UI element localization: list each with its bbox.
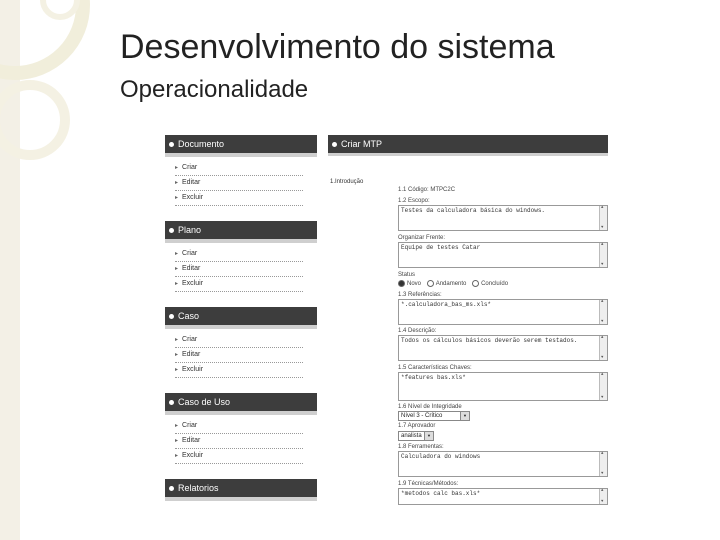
section-divider [165, 497, 317, 501]
menu-item-caso-excluir[interactable] [175, 363, 303, 378]
scrollbar[interactable] [599, 300, 607, 324]
descricao-value: Todos os cálculos básicos deverão serem testados. [401, 337, 578, 344]
menu-item-documento-criar[interactable] [175, 161, 303, 176]
bullet-icon [169, 400, 174, 405]
status-radio-andamento[interactable] [427, 280, 434, 287]
menu-section-relatorios[interactable] [165, 479, 317, 497]
status-radio-concluido[interactable] [472, 280, 479, 287]
menu-item-plano-criar[interactable] [175, 247, 303, 262]
caracteristicas-label: 1.5 Características Chaves: [398, 365, 472, 371]
tecnicas-label: 1.9 Técnicas/Métodos: [398, 481, 459, 487]
menu-item-plano-excluir[interactable] [175, 277, 303, 292]
scrollbar[interactable] [599, 489, 607, 504]
chevron-down-icon: ▼ [424, 432, 433, 440]
aprovador-value: analista [401, 433, 422, 439]
decorative-ring [0, 80, 70, 160]
bullet-icon [169, 142, 174, 147]
form-title: Criar MTP [341, 139, 382, 149]
arrow-icon: ▸ [175, 180, 179, 186]
organizar-label: Organizar Frente: [398, 235, 446, 241]
menu-item-plano-editar[interactable] [175, 262, 303, 277]
ferramentas-textarea[interactable] [398, 451, 608, 477]
section-divider [165, 411, 317, 415]
bullet-icon [332, 142, 337, 147]
menu-item-label: Excluir [182, 366, 204, 373]
menu-item-caso-criar[interactable] [175, 333, 303, 348]
arrow-icon: ▸ [175, 266, 179, 272]
aprovador-select[interactable] [398, 431, 434, 441]
scrollbar[interactable] [599, 373, 607, 400]
status-label: Status [398, 272, 416, 278]
radio-label: Novo [407, 281, 422, 288]
menu-item-label: Editar [182, 265, 201, 272]
caracteristicas-textarea[interactable] [398, 372, 608, 401]
menu-section-documento[interactable] [165, 135, 317, 153]
section-title: Caso de Uso [178, 397, 231, 407]
scrollbar[interactable] [599, 336, 607, 360]
arrow-icon: ▸ [175, 337, 179, 343]
status-radio-novo[interactable] [398, 280, 405, 287]
section-title: Relatorios [178, 483, 219, 493]
arrow-icon: ▸ [175, 195, 179, 201]
slide-subtitle: Operacionalidade [120, 76, 309, 103]
chevron-down-icon: ▼ [460, 412, 469, 420]
nivel-value: Nível 3 - Crítico [401, 413, 443, 419]
scrollbar[interactable] [599, 452, 607, 476]
section-divider [165, 239, 317, 243]
section-title: Plano [178, 225, 202, 235]
header-divider [328, 153, 608, 156]
arrow-icon: ▸ [175, 367, 179, 373]
arrow-icon: ▸ [175, 165, 179, 171]
referencias-textarea[interactable] [398, 299, 608, 325]
form-header [328, 135, 608, 153]
escopo-value: Testes da calculadora básica do windows. [401, 207, 546, 214]
aprovador-label: 1.7 Aprovador [398, 423, 436, 429]
arrow-icon: ▸ [175, 251, 179, 257]
organizar-textarea[interactable] [398, 242, 608, 268]
menu-item-label: Editar [182, 179, 201, 186]
organizar-value: Equipe de testes Catar [401, 244, 481, 251]
arrow-icon: ▸ [175, 352, 179, 358]
slide-title: Desenvolvimento do sistema [120, 28, 555, 66]
menu-item-label: Excluir [182, 452, 204, 459]
status-radio-group [398, 280, 508, 287]
ferramentas-label: 1.8 Ferramentas: [398, 444, 444, 450]
bullet-icon [169, 228, 174, 233]
menu-item-caso-editar[interactable] [175, 348, 303, 363]
menu-item-label: Excluir [182, 194, 204, 201]
section-title: Caso [178, 311, 200, 321]
menu-item-documento-excluir[interactable] [175, 191, 303, 206]
intro-heading: 1.Introdução [330, 179, 364, 185]
menu-item-caso-de-uso-excluir[interactable] [175, 449, 303, 464]
section-title: Documento [178, 139, 225, 149]
scrollbar[interactable] [599, 206, 607, 230]
form-panel [328, 135, 608, 505]
left-menu-panel [165, 135, 317, 505]
menu-item-label: Editar [182, 351, 201, 358]
section-divider [165, 325, 317, 329]
radio-label: Andamento [435, 281, 467, 288]
referencias-value: *.calculadora_bas_ms.xls* [401, 301, 492, 308]
arrow-icon: ▸ [175, 423, 179, 429]
caracteristicas-value: *features bas.xls* [401, 374, 466, 381]
nivel-select[interactable] [398, 411, 470, 421]
arrow-icon: ▸ [175, 281, 179, 287]
bullet-icon [169, 314, 174, 319]
tecnicas-value: *metodos calc bas.xls* [401, 490, 481, 497]
referencias-label: 1.3 Referências: [398, 292, 442, 298]
scrollbar[interactable] [599, 243, 607, 267]
escopo-textarea[interactable] [398, 205, 608, 231]
menu-item-label: Criar [182, 336, 198, 343]
menu-item-caso-de-uso-editar[interactable] [175, 434, 303, 449]
arrow-icon: ▸ [175, 438, 179, 444]
arrow-icon: ▸ [175, 453, 179, 459]
menu-section-plano[interactable] [165, 221, 317, 239]
radio-label: Concluído [481, 281, 509, 288]
menu-item-caso-de-uso-criar[interactable] [175, 419, 303, 434]
section-divider [165, 153, 317, 157]
ferramentas-value: Calculadora do windows [401, 453, 481, 460]
menu-item-documento-editar[interactable] [175, 176, 303, 191]
nivel-label: 1.6 Nível de Integridade [398, 404, 462, 410]
menu-item-label: Criar [182, 164, 198, 171]
codigo-label: 1.1 Código: MTPC2C [398, 187, 456, 193]
bullet-icon [169, 486, 174, 491]
descricao-textarea[interactable] [398, 335, 608, 361]
tecnicas-textarea[interactable] [398, 488, 608, 505]
menu-item-label: Criar [182, 422, 198, 429]
menu-section-caso-de-uso[interactable] [165, 393, 317, 411]
menu-item-label: Excluir [182, 280, 204, 287]
menu-item-label: Editar [182, 437, 201, 444]
escopo-label: 1.2 Escopo: [398, 198, 430, 204]
descricao-label: 1.4 Descrição: [398, 328, 437, 334]
menu-item-label: Criar [182, 250, 198, 257]
menu-section-caso[interactable] [165, 307, 317, 325]
